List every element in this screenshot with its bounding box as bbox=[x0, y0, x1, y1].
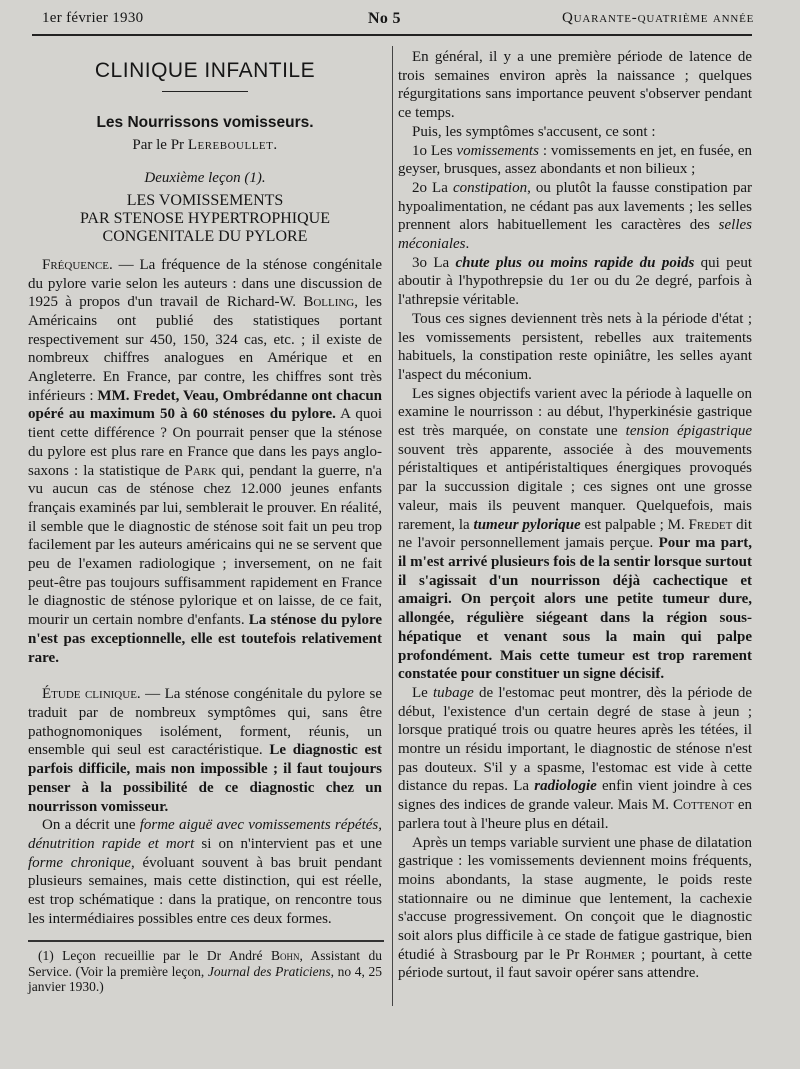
section-title: CLINIQUE INFANTILE bbox=[94, 59, 316, 82]
issue-number: No 5 bbox=[368, 10, 401, 27]
paragraph-etat: Tous ces signes deviennent très nets à la période d'état ; les vomissements persistent, rebelles aux traitements habituels, la constipation reste opiniâtre, les selles ayant l'aspect du méconium. bbox=[398, 310, 752, 383]
byline-prefix: Par le Pr bbox=[132, 137, 185, 154]
byline bbox=[28, 136, 382, 155]
paragraph-constipation: 2o La constipation, ou plutôt la fausse constipation par hypoalimentation, ne cédant pas aux lavements ; les selles prennent alors habituellement les caractères des selles méconiales. bbox=[398, 179, 752, 253]
author-park: Park bbox=[184, 462, 217, 479]
author-bolling: Bolling bbox=[303, 294, 355, 311]
paragraph-frequence: Fréquence. — La fréquence de la sténose congénitale du pylore varie selon les auteurs : dans une discussion de 1925 à propos d'un travail de Richard-W. Bolling, les Américains ont publié des statistiques portant respectivement sur 450, 150, 324 cas, etc. ; il existe de nombreux chiffres analogues en Amérique et en Angleterre. En France, par contre, les chiffres sont très inférieurs : MM. Fredet, Veau, Ombrédanne ont chacun opéré au maximum 50 à 60 sténoses du pylore. A quoi tient cette différence ? On pourrait penser que la sténose du pylore est plus rare en France que dans les pays anglo-saxons : la statistique de Park qui, pendant la guerre, n'a vu aucun cas de sténose chez 12.000 jeunes enfants français examinés par lui, semblerait le prouver. En réalité, il semble que le diagnostic de sténose soit fait un peu trop facilement par les auteurs américains qui ne se servent que peu de l'examen radiologique ; inversement, on ne fait peut-être pas toujours suffisamment rapidement en France le diagnostic de sténose pylorique et on laisse, de ce fait, mourir un certain nombre d'enfants. La sténose du pylore n'est pas exceptionnelle, elle est toutefois relativement rare. bbox=[28, 256, 383, 666]
frequence-heading: Fréquence. bbox=[42, 256, 113, 273]
issue-date: 1er février 1930 bbox=[42, 10, 144, 26]
bold-conclusion: La sténose du pylore n'est pas exceptionnelle, elle est toutefois relativement rare. bbox=[28, 612, 382, 666]
paragraph-formes: On a décrit une forme aiguë avec vomissements répétés, dénutrition rapide et mort si on n'intervient pas et une forme chronique, évoluant souvent à bas bruit pendant plusieurs semaines, mais cette distinction, qui est réelle, est trop schématique : dans la pratique, on rencontre tous les intermédiaires possibles entre ces deux formes. bbox=[28, 817, 383, 927]
paragraph-etude: Étude clinique. — La sténose congénitale du pylore se traduit par de nombreux symptômes qui, sans être pathognomoniques isolément, forment, réunis, un ensemble qui seul est caractéristique. Le diagnostic est parfois difficile, mais non impossible ; il faut toujours penser à la possibilité de ce diagnostic chez un nourrisson vomisseur. bbox=[28, 686, 383, 815]
paragraph-dilatation: Après un temps variable survient une phase de dilatation gastrique : les vomissements deviennent moins fréquents, moins abondants, la stase augmente, le poids reste stationnaire ou ne diminue que lentement, la cachexie s'accuse progressivement. On conçoit que le diagnostic soit alors plus difficile à ce stade de fatigue gastrique, bien étudié à Strasbourg par le Pr Rohmer ; pourtant, à cette période surtout, il faut savoir opérer sans attendre. bbox=[398, 834, 752, 982]
footnote: (1) Leçon recueillie par le Dr André Bohn, Assistant du Service. (Voir la première leçon, Journal des Praticiens, no 4, 25 janvier 1930.) bbox=[28, 948, 382, 995]
headline-line-1: LES VOMISSEMENTS bbox=[126, 191, 284, 209]
paragraph-vomissements: 1o Les vomissements : vomissements en jet, en fusée, en geyser, brusques, assez abondants et non bilieux ; bbox=[398, 142, 752, 178]
bold-authors: MM. Fredet, Veau, Ombrédanne ont chacun opéré au maximum 50 à 60 sténoses du pylore. bbox=[28, 387, 383, 423]
byline-author: Lereboullet. bbox=[187, 137, 278, 154]
right-column bbox=[398, 48, 752, 983]
headline-line-2: PAR STENOSE HYPERTROPHIQUE bbox=[79, 209, 331, 227]
bold-diagnostic: Le diagnostic est parfois difficile, mais non impossible ; il faut toujours penser à la possibilité de ce diagnostic chez un nourrisson vomisseur. bbox=[28, 742, 382, 815]
header-rule bbox=[32, 34, 752, 36]
etude-heading: Étude clinique. bbox=[42, 686, 141, 703]
column-divider bbox=[392, 46, 393, 1006]
paragraph-latence: En général, il y a une première période de latence de trois semaines environ après la naissance ; quelques régurgitations sans importance peuvent s'observer pendant ce temps. bbox=[398, 49, 752, 122]
headline bbox=[28, 192, 382, 246]
headline-line-3: CONGENITALE DU PYLORE bbox=[102, 227, 308, 245]
author-rohmer: Rohmer bbox=[585, 946, 636, 963]
title-rule bbox=[162, 91, 248, 92]
author-fredet: Fredet bbox=[688, 516, 733, 533]
paragraph-tubage: Le tubage de l'estomac peut montrer, dès la période de début, l'existence d'un certain degré de stase à jeun ; lorsque pratiqué trois ou quatre heures après les tétées, il montre un résidu important, le diagnostic de sténose n'est pas douteux. S'il y a spasme, l'estomac est vide à cette distance du repas. La radiologie enfin vient joindre à ces signes des indices de grande valeur. Mais M. Cottenot en parlera tout à l'heure plus en détail. bbox=[398, 684, 752, 832]
author-cottenot: Cottenot bbox=[673, 797, 734, 814]
paragraph-symptomes: Puis, les symptômes s'accusent, ce sont : bbox=[412, 123, 656, 140]
issue-year: Quarante-quatrième année bbox=[562, 10, 755, 26]
left-column bbox=[28, 48, 382, 995]
lecon-label: Deuxième leçon (1). bbox=[144, 170, 266, 187]
footnote-rule bbox=[28, 940, 384, 942]
article-subtitle: Les Nourrissons vomisseurs. bbox=[96, 113, 314, 131]
bold-tumeur: Pour ma part, il m'est arrivé plusieurs fois de la sentir lorsque surtout il s'agissait d'un nourrisson déjà cachectique et amaigri. On perçoit alors une petite tumeur dure, allongée, régulière siégeant dans la région sous-hépatique et venant sous la main qui palpe profondément. Mais cette tumeur est trop rarement constatée pour constituer un signe décisif. bbox=[398, 535, 752, 683]
paragraph-signes-objectifs: Les signes objectifs varient avec la période à laquelle on examine le nourrisson : au début, l'hyperkinésie gastrique est très marquée, on constate une tension épigastrique souvent très apparente, associée à des mouvements péristaltiques et antipéristaltiques énergiques provoqués par la succussion digitale ; ces signes ont une grosse valeur, mais ils peuvent manquer. Quelquefois, mais rarement, la tumeur pylorique est palpable ; M. Fredet dit ne l'avoir personnellement jamais perçue. Pour ma part, il m'est arrivé plusieurs fois de la sentir lorsque surtout il s'agissait d'un nourrisson déjà cachectique et amaigri. On perçoit alors une petite tumeur dure, allongée, régulière siégeant dans la région sous-hépatique et venant sous la main qui palpe profondément. Mais cette tumeur est trop rarement constatée pour constituer un signe décisif. bbox=[398, 385, 753, 683]
paragraph-poids: 3o La chute plus ou moins rapide du poids qui peut aboutir à l'hypothrepsie du 1er ou du 2e degré, parfois à l'athrepsie véritable. bbox=[398, 254, 752, 309]
